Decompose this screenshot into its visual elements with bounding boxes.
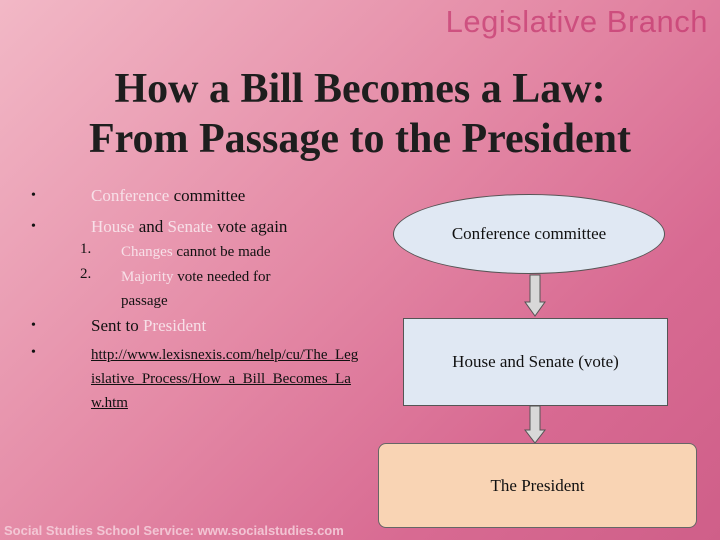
bullet-text: and [134, 217, 168, 236]
title-line-2: From Passage to the President [88, 116, 632, 162]
bullet-icon: • [31, 318, 36, 333]
bullet-vote-again [91, 217, 287, 237]
bullet-icon: • [31, 219, 36, 234]
footer-credit: Social Studies School Service: www.socialstudies.com [4, 523, 344, 538]
bullet-text: Sent to [91, 316, 143, 335]
sub-item-majority [121, 265, 271, 313]
bullet-highlight: Conference [91, 186, 170, 205]
lexisnexis-link[interactable]: http://www.lexisnexis.com/help/cu/The_Legislative_Process/How_a_Bill_Becomes_Law.htm [91, 347, 359, 411]
bullet-icon: • [31, 188, 36, 203]
sub-number: 2. [80, 266, 92, 282]
bullet-text: vote again [212, 217, 288, 236]
bullet-icon: • [31, 345, 36, 360]
bullet-highlight: President [142, 316, 207, 335]
sub-highlight: Majority [121, 269, 174, 285]
flow-step-president [378, 443, 697, 528]
flow-step-conference-committee [393, 194, 665, 274]
bullet-sent-to-president [91, 316, 206, 336]
sub-text-line2: passage [121, 293, 168, 309]
down-arrow-icon [523, 274, 547, 318]
sub-item-changes [121, 240, 271, 264]
slide-title [0, 64, 720, 164]
bullet-text: committee [169, 186, 246, 205]
sub-text: cannot be made [172, 244, 271, 260]
bullet-highlight: Senate [167, 217, 213, 236]
flow-step-label: House and Senate (vote) [452, 352, 619, 371]
bullet-highlight: House [91, 217, 135, 236]
sub-number: 1. [80, 241, 92, 257]
sub-text: vote needed for [173, 269, 271, 285]
bullet-conference [91, 186, 245, 206]
down-arrow-icon [523, 405, 547, 445]
flow-step-label: Conference committee [451, 224, 607, 243]
brand-title: Legislative Branch [445, 4, 708, 39]
flow-step-label: The President [490, 475, 585, 495]
flow-step-house-senate [403, 318, 668, 406]
title-line-1: How a Bill Becomes a Law: [114, 66, 606, 112]
sub-highlight: Changes [121, 244, 173, 260]
